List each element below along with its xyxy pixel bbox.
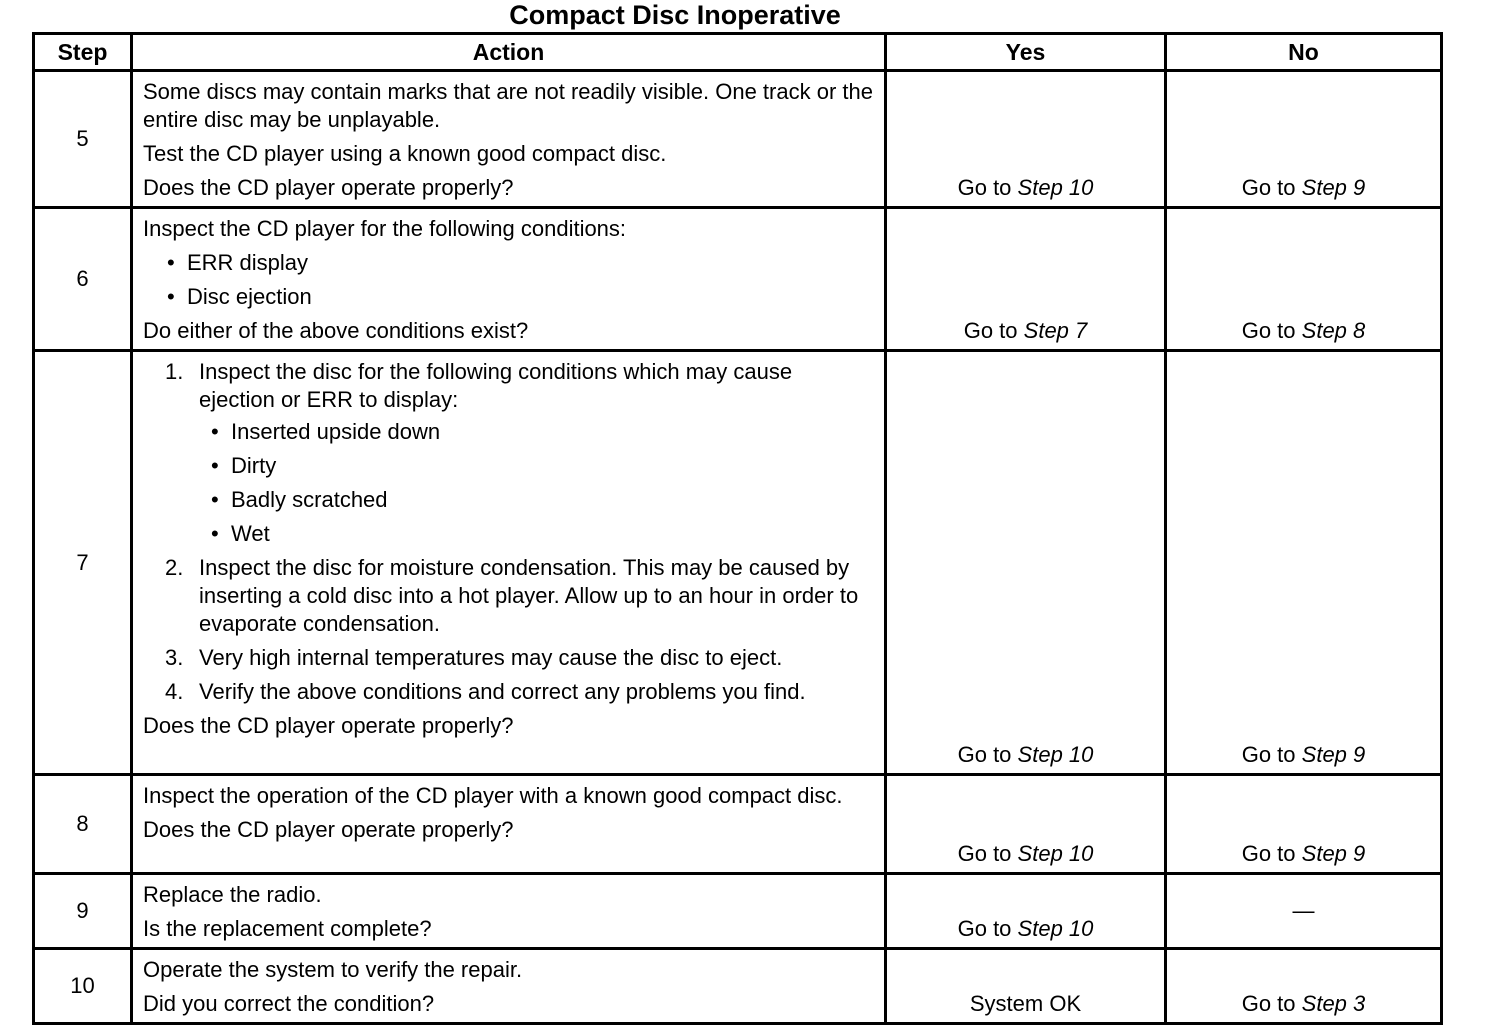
no-cell — [1166, 775, 1442, 874]
no-prefix: Go to — [1241, 742, 1296, 767]
action-text: Inspect the CD player for the following conditions: — [143, 216, 627, 241]
yes-cell — [886, 351, 1166, 775]
header-no: No — [1166, 34, 1442, 71]
yes-step-link[interactable]: Step 10 — [1017, 841, 1094, 866]
no-cell — [1166, 351, 1442, 775]
list-item: • Inserted upside down — [211, 418, 874, 446]
yes-step-link[interactable]: Step 10 — [1017, 916, 1094, 941]
yes-step-link[interactable]: Step 10 — [1017, 175, 1094, 200]
condition-list — [199, 418, 874, 548]
yes-prefix: Go to — [957, 175, 1012, 200]
step-number: 10 — [34, 949, 132, 1024]
action-text: Some discs may contain marks that are not readily visible. One track or the entire disc may be unplayable. — [143, 79, 873, 132]
step-number: 5 — [34, 71, 132, 208]
list-item — [165, 358, 874, 548]
table-row — [34, 351, 1442, 775]
action-question: Does the CD player operate properly? — [143, 175, 514, 200]
yes-result: System OK — [969, 991, 1082, 1016]
diagnostic-table — [32, 32, 1443, 1025]
list-item: • ERR display — [167, 249, 874, 277]
yes-cell — [886, 71, 1166, 208]
item-text: Verify the above conditions and correct any problems you find. — [199, 679, 806, 704]
action-cell — [132, 208, 886, 351]
no-dash: — — [1292, 898, 1315, 923]
step-number: 9 — [34, 874, 132, 949]
step-number: 8 — [34, 775, 132, 874]
yes-step-link[interactable]: Step 7 — [1023, 318, 1088, 343]
action-text: Replace the radio. — [143, 882, 322, 907]
item-number: 4. — [165, 679, 184, 704]
header-step: Step — [34, 34, 132, 71]
no-step-link[interactable]: Step 9 — [1301, 742, 1366, 767]
no-step-link[interactable]: Step 9 — [1301, 175, 1366, 200]
table-row — [34, 775, 1442, 874]
action-text: Test the CD player using a known good compact disc. — [143, 141, 667, 166]
table-row — [34, 208, 1442, 351]
condition-list — [143, 249, 874, 311]
action-question: Do either of the above conditions exist? — [143, 318, 529, 343]
yes-prefix: Go to — [963, 318, 1018, 343]
action-question: Does the CD player operate properly? — [143, 713, 514, 738]
no-cell — [1166, 71, 1442, 208]
yes-prefix: Go to — [957, 916, 1012, 941]
item-number: 2. — [165, 555, 184, 580]
list-item: • Badly scratched — [211, 486, 874, 514]
action-text: Inspect the operation of the CD player with a known good compact disc. — [143, 783, 843, 808]
page-title: Compact Disc Inoperative — [509, 0, 841, 30]
no-step-link[interactable]: Step 9 — [1301, 841, 1366, 866]
step-number: 7 — [34, 351, 132, 775]
list-item — [165, 678, 874, 706]
item-text: Inspect the disc for the following conditions which may cause ejection or ERR to display: — [199, 359, 793, 412]
yes-cell — [886, 775, 1166, 874]
no-prefix: Go to — [1241, 841, 1296, 866]
no-prefix: Go to — [1241, 175, 1296, 200]
action-cell — [132, 71, 886, 208]
list-item — [165, 554, 874, 638]
no-step-link[interactable]: Step 8 — [1301, 318, 1366, 343]
action-cell — [132, 874, 886, 949]
header-yes: Yes — [886, 34, 1166, 71]
action-question: Did you correct the condition? — [143, 991, 435, 1016]
list-item — [165, 644, 874, 672]
no-cell — [1166, 208, 1442, 351]
yes-cell — [886, 949, 1166, 1024]
action-question: Is the replacement complete? — [143, 916, 432, 941]
procedure-list — [143, 358, 874, 706]
header-action: Action — [132, 34, 886, 71]
table-row — [34, 949, 1442, 1024]
header-row — [34, 34, 1442, 71]
list-item: • Dirty — [211, 452, 874, 480]
yes-cell — [886, 874, 1166, 949]
item-number: 1. — [165, 359, 184, 384]
list-item: • Disc ejection — [167, 283, 874, 311]
action-cell — [132, 775, 886, 874]
no-cell — [1166, 949, 1442, 1024]
table-row — [34, 71, 1442, 208]
item-text: Inspect the disc for moisture condensation. This may be caused by inserting a cold disc into a hot player. Allow up to an hour in order to evaporate condensation. — [199, 555, 859, 636]
table-row — [34, 874, 1442, 949]
yes-cell — [886, 208, 1166, 351]
step-number: 6 — [34, 208, 132, 351]
yes-step-link[interactable]: Step 10 — [1017, 742, 1094, 767]
action-cell — [132, 949, 886, 1024]
action-question: Does the CD player operate properly? — [143, 817, 514, 842]
no-prefix: Go to — [1241, 318, 1296, 343]
action-cell — [132, 351, 886, 775]
no-step-link[interactable]: Step 3 — [1301, 991, 1366, 1016]
yes-prefix: Go to — [957, 841, 1012, 866]
yes-prefix: Go to — [957, 742, 1012, 767]
item-text: Very high internal temperatures may cause the disc to eject. — [199, 645, 783, 670]
item-number: 3. — [165, 645, 184, 670]
no-cell — [1166, 874, 1442, 949]
no-prefix: Go to — [1241, 991, 1296, 1016]
action-text: Operate the system to verify the repair. — [143, 957, 523, 982]
list-item: • Wet — [211, 520, 874, 548]
